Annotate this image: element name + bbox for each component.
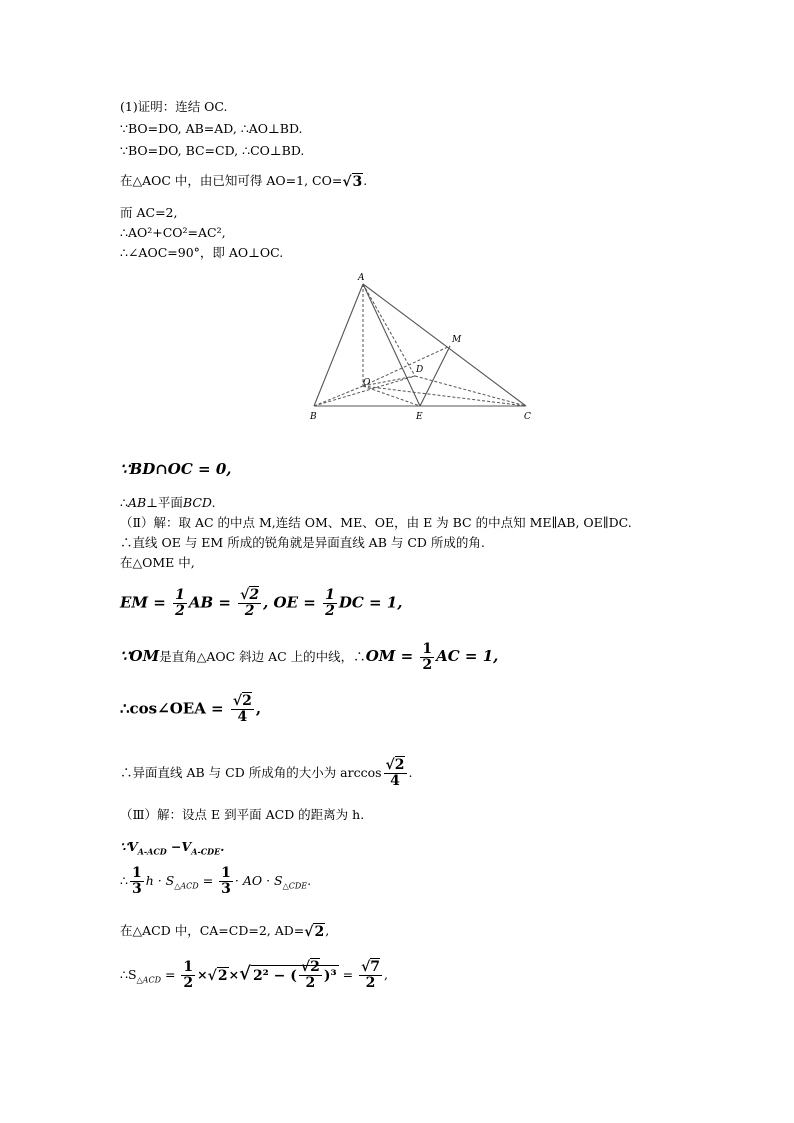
edge-em xyxy=(420,346,450,406)
edge-ac xyxy=(363,284,526,406)
label-e: E xyxy=(416,412,423,422)
text: OM = xyxy=(365,647,419,665)
line-cos-oea xyxy=(120,694,261,725)
fraction-half: $\frac{1}{2}$ xyxy=(183,959,194,991)
fraction-sqrt7-over-2: $\frac{√7}{2}$ xyxy=(361,959,381,991)
edge-od xyxy=(363,376,415,386)
text: h · S xyxy=(145,873,175,888)
text: AB = xyxy=(188,593,237,612)
edge-ae xyxy=(363,284,420,406)
label-c: C xyxy=(524,412,531,422)
sqrt-3: √3 xyxy=(342,173,363,190)
text: AC = 1, xyxy=(436,647,499,665)
line-triangle-aoc xyxy=(120,172,367,191)
text: . xyxy=(307,873,312,888)
edge-om xyxy=(363,346,450,386)
sqrt-expression: √ 2² − ( $\frac{√2}{2}$ )³ xyxy=(239,959,337,991)
line-angle-aoc: ∴∠AOC=90°，即 AO⊥OC. xyxy=(120,245,284,260)
edge-oc xyxy=(363,386,526,406)
fraction-third: $\frac{1}{3}$ xyxy=(221,865,231,897)
fraction-half: $\frac{1}{2}$ xyxy=(325,587,335,619)
text: . xyxy=(363,173,368,188)
text: AB xyxy=(127,495,147,510)
fraction-sqrt2-over-2: $\frac{√2}{2}$ xyxy=(240,587,260,619)
line-part3-intro: （Ⅲ）解：设点 E 到平面 ACD 的距离为 h. xyxy=(120,807,365,822)
subscript: A-CDE xyxy=(191,846,221,857)
text: ∵OM xyxy=(120,647,160,665)
text: = xyxy=(161,967,180,982)
fraction-sqrt2-over-2: $\frac{√2}{2}$ xyxy=(300,959,320,991)
text: 2² − ( xyxy=(252,967,297,984)
sqrt-2: √2 xyxy=(304,923,325,940)
line-em-oe xyxy=(120,588,402,619)
text: 在△AOC 中，由已知可得 AO=1, CO= xyxy=(120,173,343,188)
text: BCD. xyxy=(182,495,216,510)
label-a: A xyxy=(358,273,365,283)
text: × xyxy=(228,967,240,982)
line-pythagoras: ∴AO²+CO²=AC², xyxy=(120,225,226,240)
text: 是直角△AOC 斜边 AC 上的中线，∴ xyxy=(159,649,366,664)
subscript: △CDE xyxy=(282,881,308,891)
text: ∴ xyxy=(120,495,128,510)
text: × xyxy=(197,967,208,982)
subscript: A-ACD xyxy=(137,846,167,857)
line-bd-cap-oc: ∵BD∩OC = 0, xyxy=(120,460,232,478)
sqrt-2: √2 xyxy=(207,967,228,984)
subscript: △ACD xyxy=(136,975,161,985)
text: ∵V xyxy=(120,839,138,854)
text: ∴ xyxy=(120,873,128,888)
text: 在△ACD 中，CA=CD=2, AD= xyxy=(120,923,305,938)
text: ∴异面直线 AB 与 CD 所成角的大小为 arccos xyxy=(120,765,382,780)
fraction-sqrt2-over-4: $\frac{√2}{4}$ xyxy=(385,757,405,789)
fraction-sqrt2-over-4: $\frac{√2}{4}$ xyxy=(232,693,252,725)
text: = xyxy=(198,873,218,888)
text: · AO · S xyxy=(234,873,283,888)
line-om-median xyxy=(120,642,498,673)
text: EM = xyxy=(120,593,172,612)
edge-ad xyxy=(363,284,415,376)
line-triangle-acd xyxy=(120,922,329,941)
label-d: D xyxy=(416,365,424,375)
label-o: O xyxy=(363,378,371,388)
line-arccos-answer xyxy=(120,758,412,789)
line-proof-start: (1)证明：连结 OC. xyxy=(120,99,228,114)
text: ∴cos∠OEA = xyxy=(120,699,229,718)
line-ac-2: 而 AC=2, xyxy=(120,205,178,220)
text: , xyxy=(255,699,262,718)
text: , OE = xyxy=(263,593,322,612)
line-ao-perp-bd: ∵BO=DO, AB=AD, ∴AO⊥BD. xyxy=(120,121,303,136)
line-co-perp-bd: ∵BO=DO, BC=CD, ∴CO⊥BD. xyxy=(120,143,305,158)
label-b: B xyxy=(310,412,317,422)
text: )³ xyxy=(323,967,337,984)
text: , xyxy=(325,923,330,938)
fraction-third: $\frac{1}{3}$ xyxy=(131,865,142,897)
text: ∴S xyxy=(120,967,137,982)
text: −V xyxy=(166,839,192,854)
line-triangle-ome: 在△OME 中, xyxy=(120,555,195,570)
line-ab-perp-plane xyxy=(120,494,215,512)
line-skew-angle: ∴直线 OE 与 EM 所成的锐角就是异面直线 AB 与 CD 所成的角. xyxy=(120,535,485,550)
text: ⊥平面 xyxy=(146,495,183,510)
tetrahedron-figure xyxy=(300,268,540,428)
fraction-half: $\frac{1}{2}$ xyxy=(175,587,185,619)
text: . xyxy=(408,765,413,780)
line-part2-intro: （Ⅱ）解：取 AC 的中点 M,连结 OM、ME、OE，由 E 为 BC 的中点知 ME∥AB, OE∥DC. xyxy=(120,515,632,530)
line-volume-formula xyxy=(120,866,311,897)
line-area-acd xyxy=(120,960,388,991)
edge-dc xyxy=(415,376,526,406)
text: = xyxy=(338,967,358,982)
edge-ab xyxy=(314,284,363,406)
text: DC = 1, xyxy=(338,593,403,612)
text: , xyxy=(384,967,388,982)
line-volume-equal xyxy=(120,838,225,861)
label-m: M xyxy=(452,335,462,345)
text: . xyxy=(220,839,225,854)
fraction-half: $\frac{1}{2}$ xyxy=(422,641,433,673)
subscript: △ACD xyxy=(174,881,199,891)
